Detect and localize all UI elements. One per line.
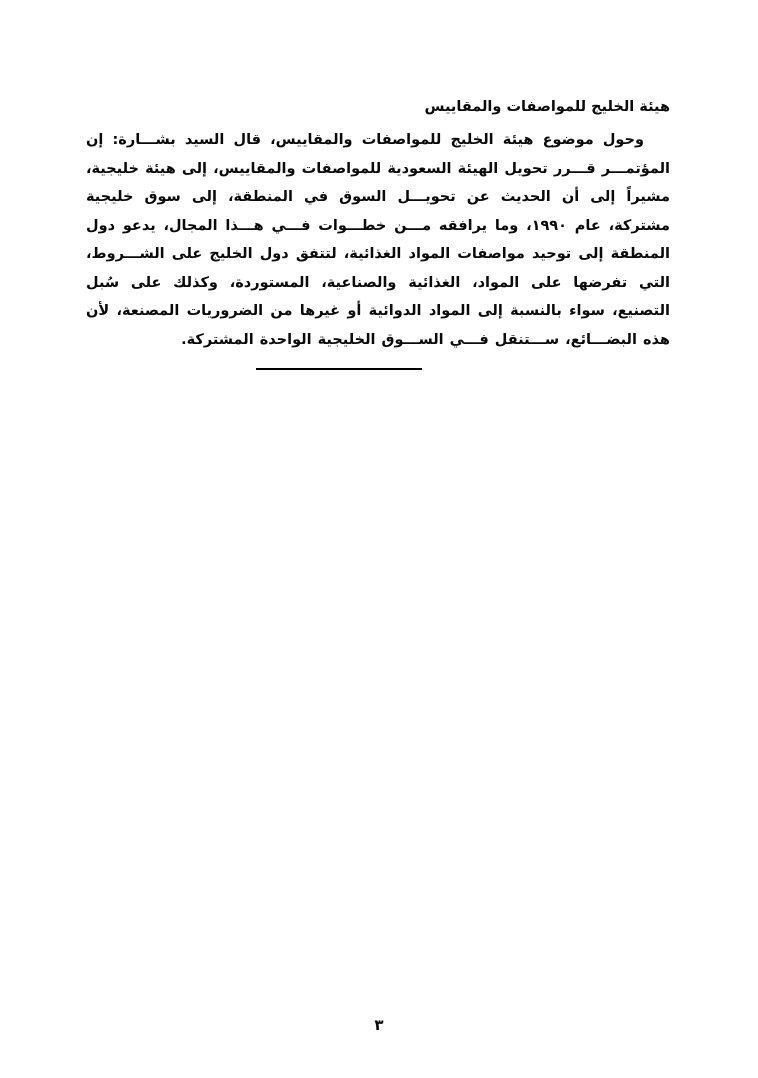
document-content (0, 0, 758, 370)
page-number: ٣ (374, 1016, 384, 1034)
horizontal-divider (256, 368, 422, 370)
body-paragraph: وحول موضوع هيئة الخليج للمواصفات والمقاييس، قال السيد بشـــارة: إن المؤتمـــر قـــرر تحويل الهيئة السعودية للمواصفات والمقاييس، إلى هيئة خليجية، مشيراً إلى أن الحديث عن تحويـــل السوق في المنطقة، إلى سوق خليجية مشتركة، عام ١٩٩٠، وما يرافقه مـــن خطـــوات فـــي هـــذا المجال، يدعو دول المنطقة إلى توحيد مواصفات المواد الغذائية، لتتفق دول الخليج على الشـــروط، التي تفرضها على المواد، الغذائية والصناعية، المستوردة، وكذلك على سُبل التصنيع، سواء بالنسبة إلى المواد الدوائية أو غيرها من الضروريات المصنعة، لأن هذه البضـــائع، ســـتنقل فـــي الســـوق الخليجية الواحدة المشتركة. (86, 132, 670, 348)
section-heading: هيئة الخليج للمواصفات والمقاييس (424, 99, 670, 115)
